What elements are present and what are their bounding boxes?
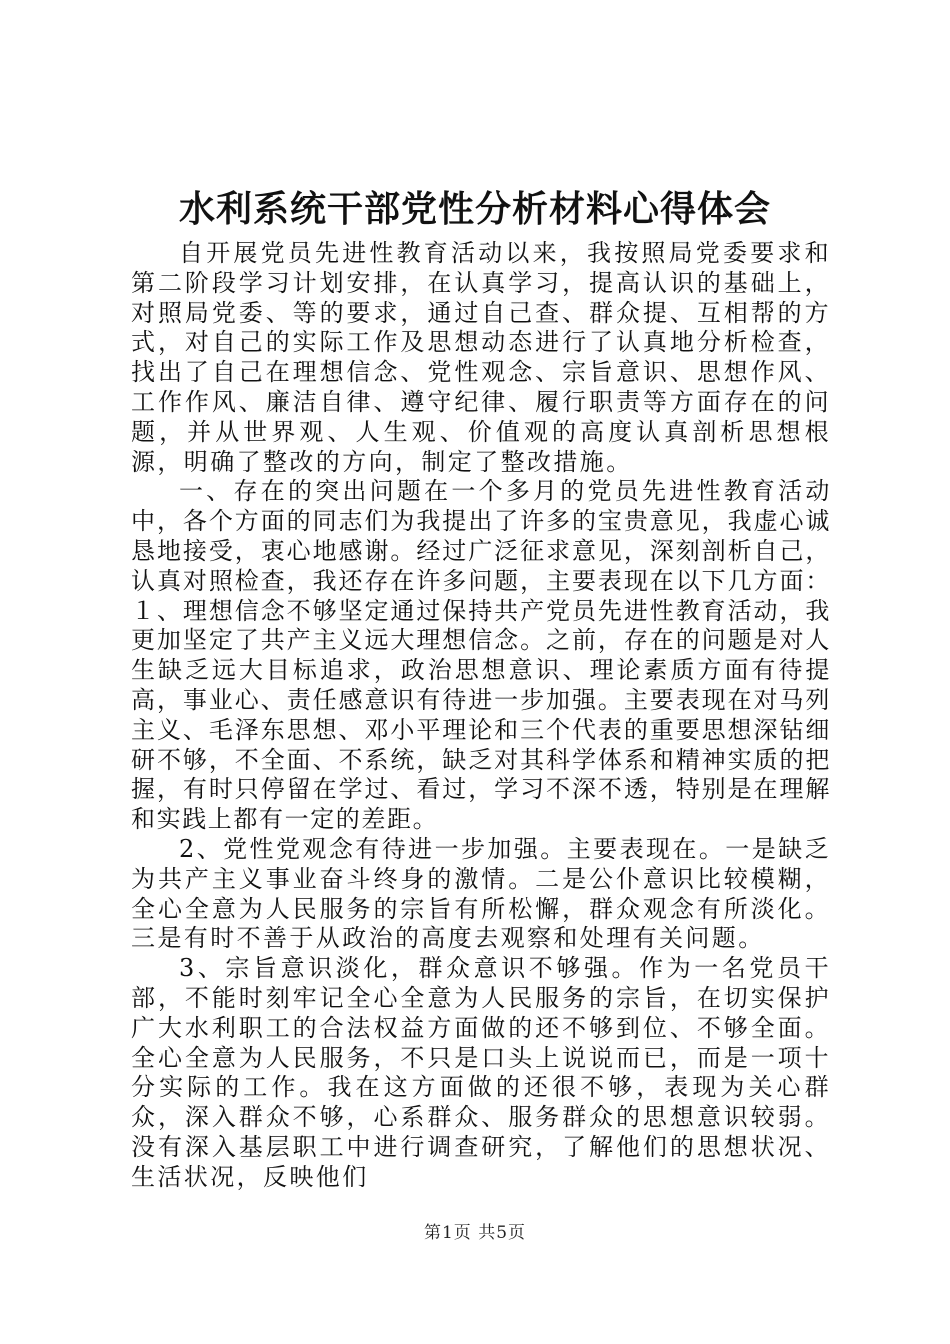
page-number-footer: 第1页 共5页	[423, 1223, 527, 1243]
paragraph-point-two: 2、党性党观念有待进一步加强。主要表现在。一是缺乏为共产主义事业奋斗终身的激情。二是公仆意识比较模糊，全心全意为人民服务的宗旨有所松懈，群众观念有所淡化。三是有时不善于从政治的高度去观察和处理有关问题。	[131, 834, 831, 953]
paragraph-point-three: 3、宗旨意识淡化，群众意识不够强。作为一名党员干部，不能时刻牢记全心全意为人民服务的宗旨，在切实保护广大水利职工的合法权益方面做的还不够到位、不够全面。全心全意为人民服务，不只是口头上说说而已，而是一项十分实际的工作。我在这方面做的还很不够，表现为关心群众，深入群众不够，心系群众、服务群众的思想意识较弱。没有深入基层职工中进行调查研究，了解他们的思想状况、生活状况，反映他们	[131, 954, 831, 1191]
document-title: 水利系统干部党性分析材料心得体会	[178, 188, 771, 230]
paragraph-intro: 自开展党员先进性教育活动以来，我按照局党委要求和第二阶段学习计划安排，在认真学习，提高认识的基础上，对照局党委、等的要求，通过自己查、群众提、互相帮的方式，对自己的实际工作及思想动态进行了认真地分析检查，找出了自己在理想信念、党性观念、宗旨意识、思想作风、工作作风、廉洁自律、遵守纪律、履行职责等方面存在的问题，并从世界观、人生观、价值观的高度认真剖析思想根源，明确了整改的方向，制定了整改措施。	[131, 239, 831, 476]
document-body	[131, 239, 831, 1193]
paragraph-section-one: 一、存在的突出问题在一个多月的党员先进性教育活动中，各个方面的同志们为我提出了许多的宝贵意见，我虚心诚恳地接受，衷心地感谢。经过广泛征求意见，深刻剖析自己，认真对照检查，我还存在许多问题，主要表现在以下几方面：１、理想信念不够坚定通过保持共产党员先进性教育活动，我更加坚定了共产主义远大理想信念。之前，存在的问题是对人生缺乏远大目标追求，政治思想意识、理论素质方面有待提高，事业心、责任感意识有待进一步加强。主要表现在对马列主义、毛泽东思想、邓小平理论和三个代表的重要思想深钻细研不够，不全面、不系统，缺乏对其科学体系和精神实质的把握，有时只停留在学过、看过，学习不深不透，特别是在理解和实践上都有一定的差距。	[131, 477, 831, 834]
